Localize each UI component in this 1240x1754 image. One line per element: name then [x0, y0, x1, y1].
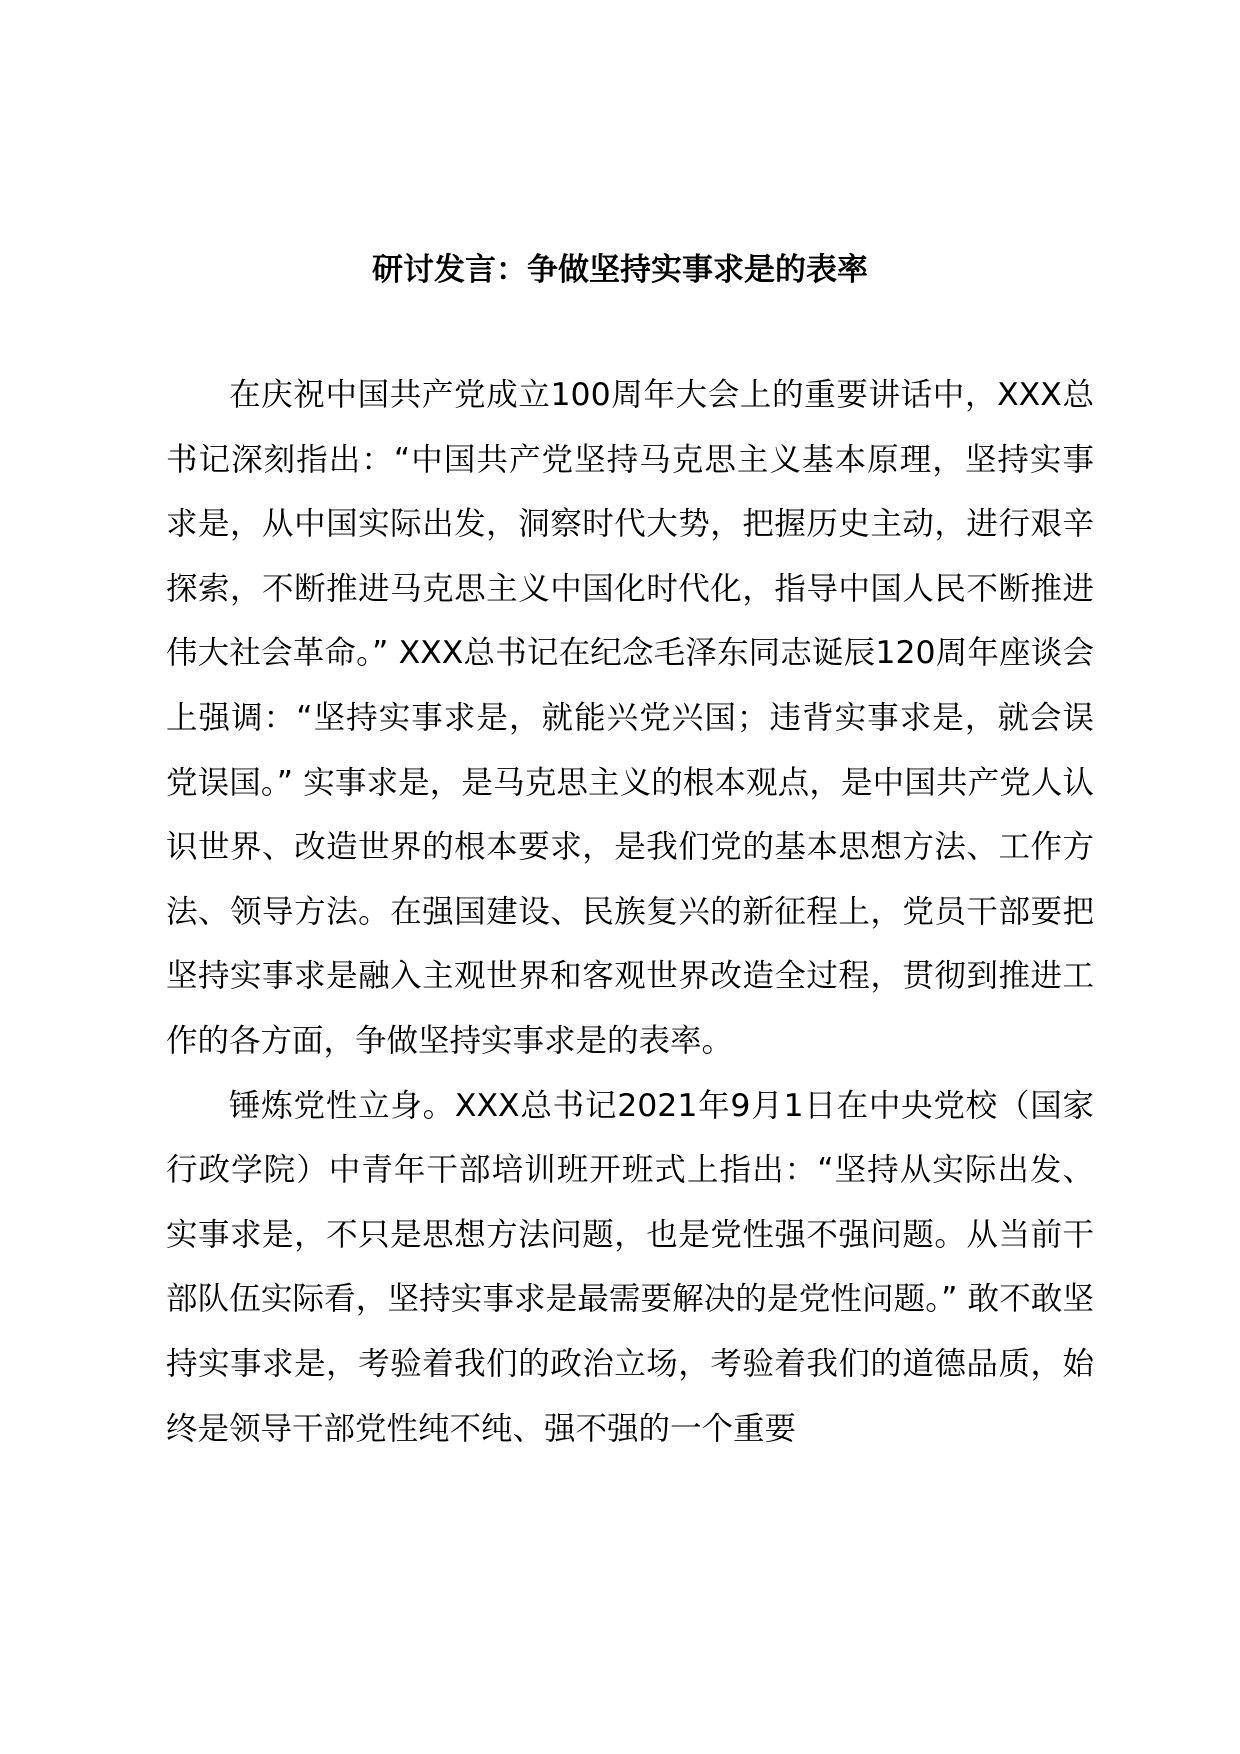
- paragraph-2: 锤炼党性立身。XXX总书记2021年9月1日在中央党校（国家行政学院）中青年干部培训班开班式上指出：“坚持从实际出发、实事求是，不只是思想方法问题，也是党性强不强问题。从当前干部队伍实际看，坚持实事求是最需要解决的是党性问题。” 敢不敢坚持实事求是，考验着我们的政治立场，考验着我们的道德品质，始终是领导干部党性纯不纯、强不强的一个重要: [166, 1087, 1094, 1447]
- document-body: [166, 363, 1094, 1461]
- document-title: 研讨发言：争做坚持实事求是的表率: [372, 252, 868, 288]
- paragraph-1: 在庆祝中国共产党成立100周年大会上的重要讲话中，XXX总书记深刻指出：“中国共产党坚持马克思主义基本原理，坚持实事求是，从中国实际出发，洞察时代大势，把握历史主动，进行艰辛探索，不断推进马克思主义中国化时代化，指导中国人民不断推进伟大社会革命。” XXX总书记在纪念毛泽东同志诞辰120周年座谈会上强调：“坚持实事求是，就能兴党兴国；违背实事求是，就会误党误国。” 实事求是，是马克思主义的根本观点，是中国共产党人认识世界、改造世界的根本要求，是我们党的基本思想方法、工作方法、领导方法。在强国建设、民族复兴的新征程上，党员干部要把坚持实事求是融入主观世界和客观世界改造全过程，贯彻到推进工作的各方面，争做坚持实事求是的表率。: [166, 377, 1094, 1059]
